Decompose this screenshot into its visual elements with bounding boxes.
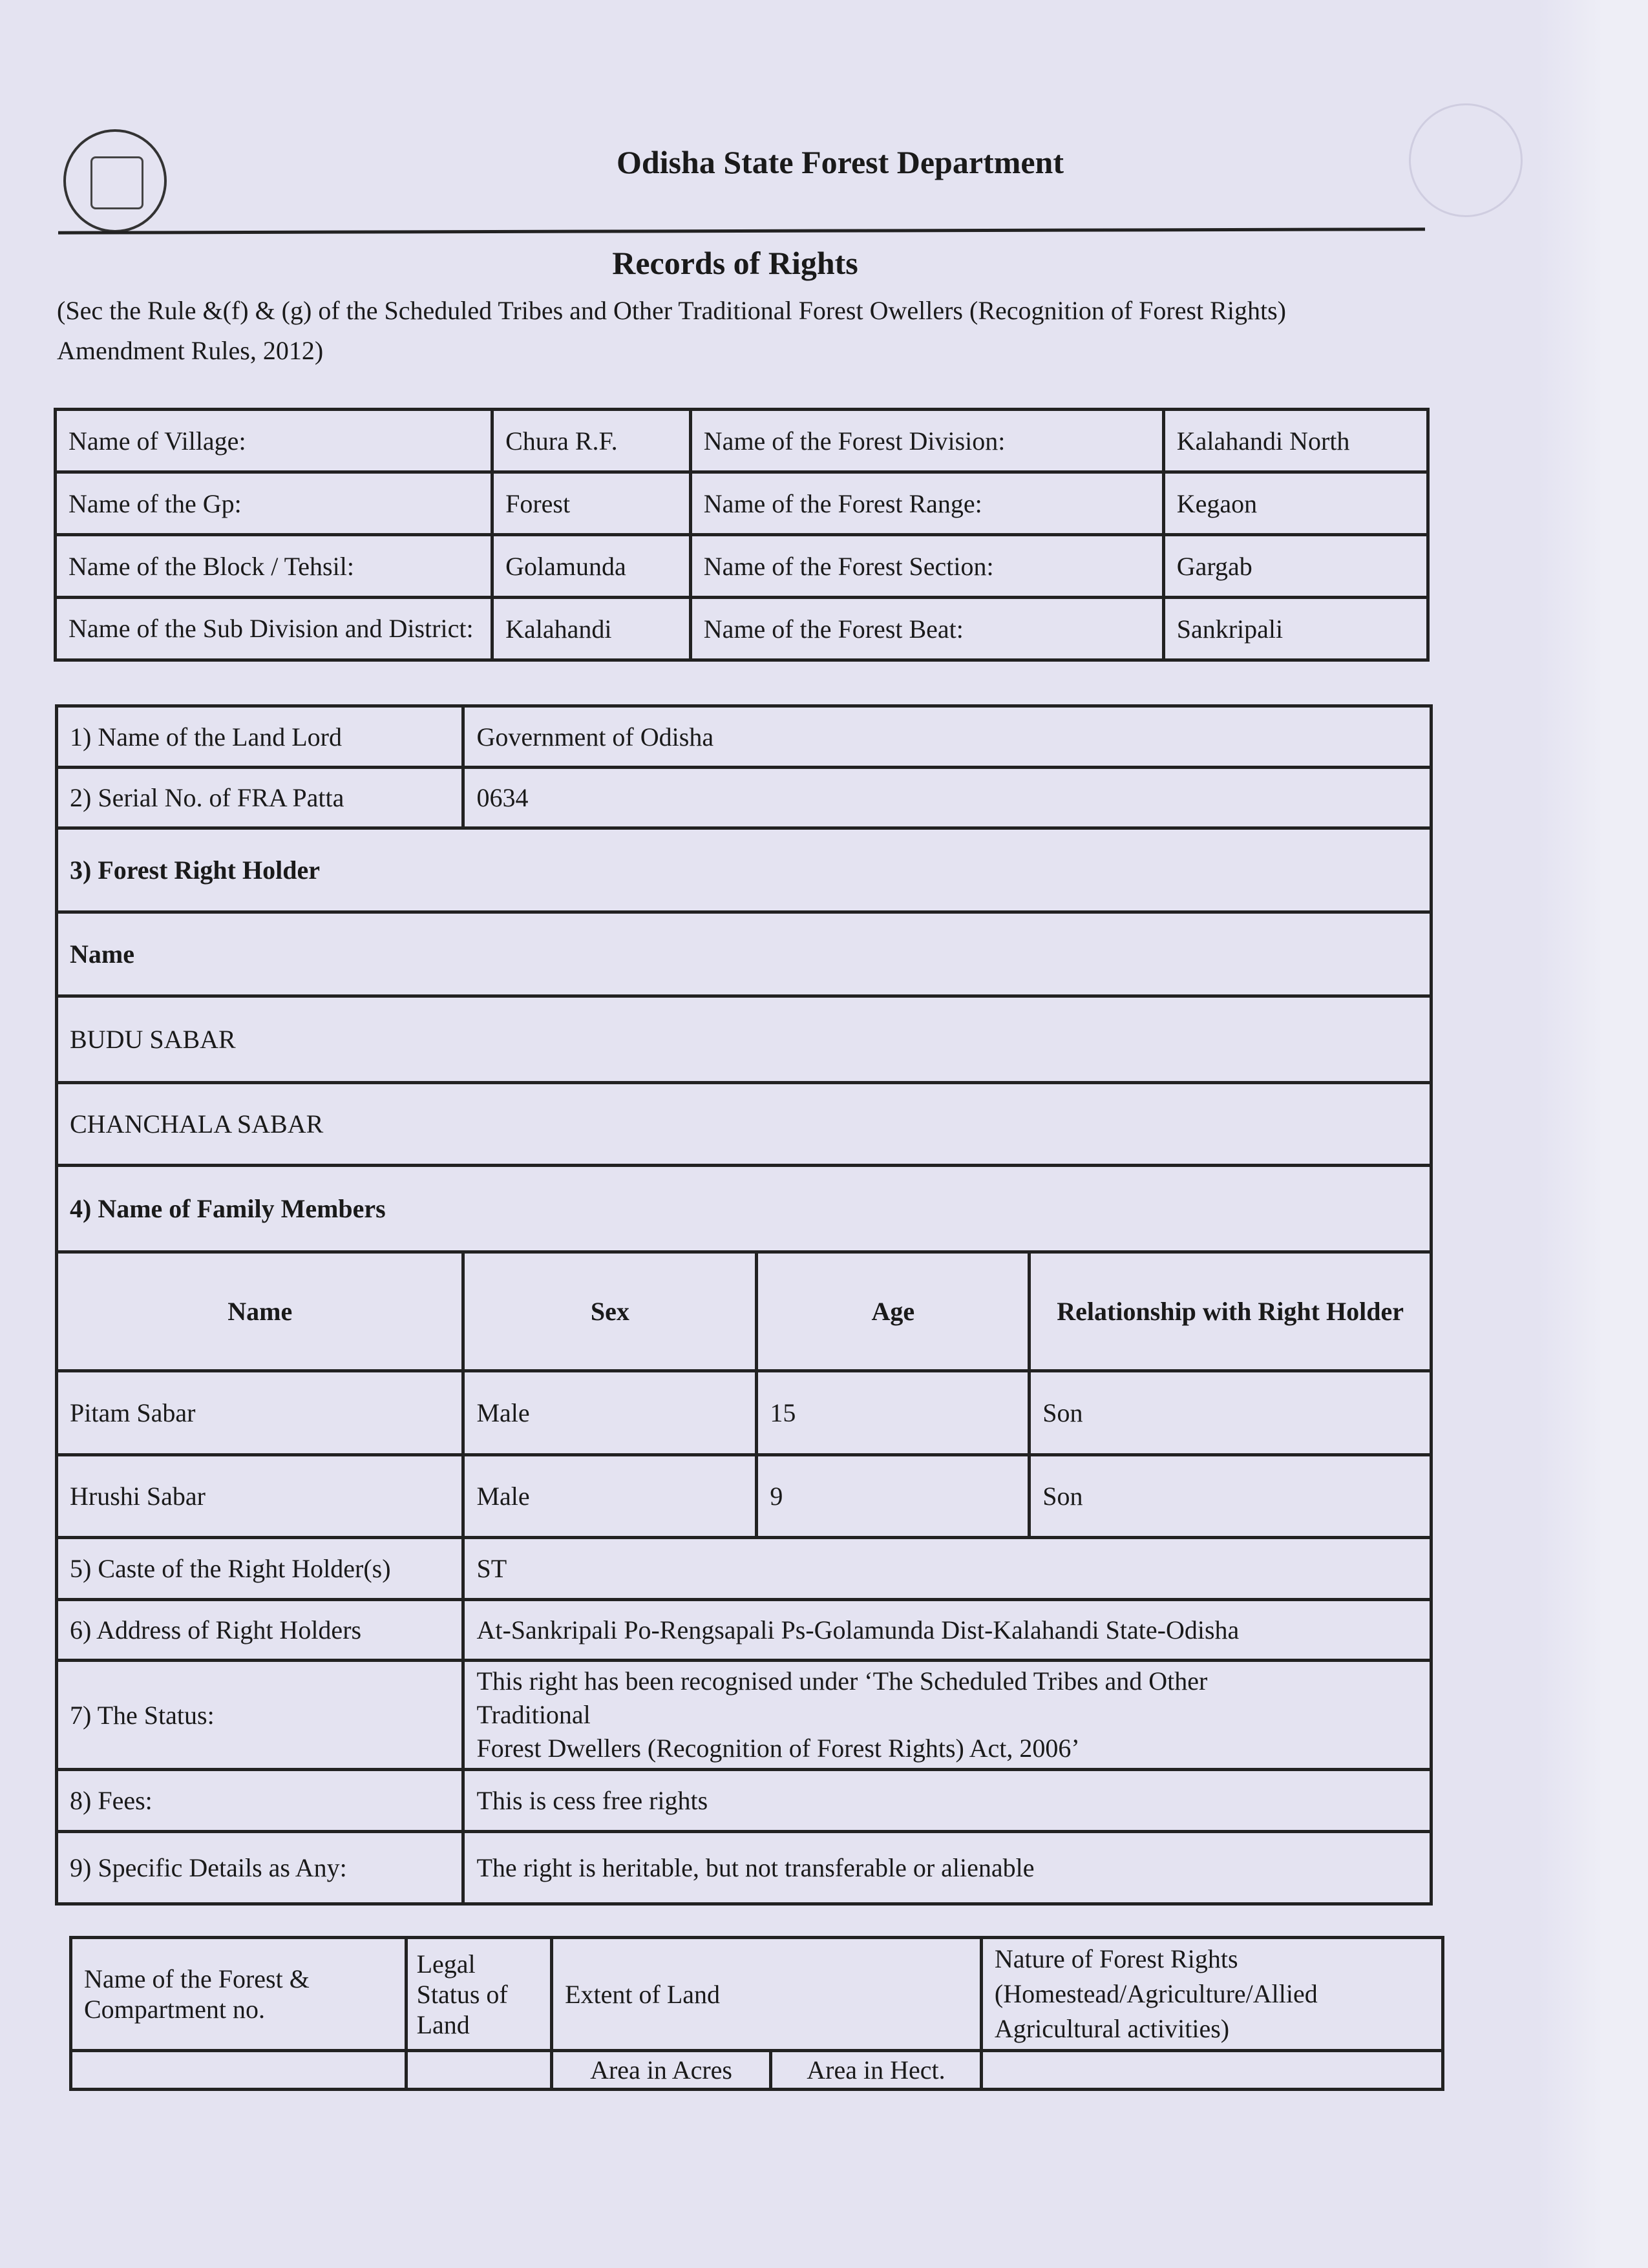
table-row (56, 598, 1428, 660)
status-line: This right has been recognised under ‘The Scheduled Tribes and Other (476, 1666, 1208, 1696)
holder-heading: 3) Forest Right Holder (57, 828, 1431, 912)
table-row (57, 1371, 1431, 1455)
member-age: 9 (757, 1455, 1030, 1538)
table-row (56, 472, 1428, 535)
column-header-relationship: Relationship with Right Holder (1030, 1252, 1431, 1371)
member-name: Pitam Sabar (57, 1371, 463, 1455)
forest-value: Sankripali (1163, 598, 1428, 660)
member-sex: Male (463, 1371, 757, 1455)
member-relation: Son (1030, 1371, 1431, 1455)
location-table (54, 408, 1430, 662)
status-line: Traditional (476, 1700, 591, 1729)
member-age: 15 (757, 1371, 1030, 1455)
family-heading: 4) Name of Family Members (57, 1166, 1431, 1252)
address-label: 6) Address of Right Holders (57, 1600, 463, 1661)
page-edge (1538, 0, 1648, 2268)
land-lord-label: 1) Name of the Land Lord (57, 706, 463, 768)
table-row (57, 768, 1431, 828)
location-value: Kalahandi (492, 598, 691, 660)
forest-label: Name of the Forest Beat: (690, 598, 1163, 660)
details-label: 9) Specific Details as Any: (57, 1832, 463, 1904)
location-value: Golamunda (492, 535, 691, 598)
location-label: Name of Village: (56, 410, 492, 472)
details-value: The right is heritable, but not transferable or alienable (463, 1832, 1431, 1904)
member-relation: Son (1030, 1455, 1431, 1538)
location-label: Name of the Sub Division and District: (56, 598, 492, 660)
area-hect-header: Area in Hect. (770, 2051, 981, 2090)
column-header-age: Age (757, 1252, 1030, 1371)
column-header-sex: Sex (463, 1252, 757, 1371)
caste-value: ST (463, 1538, 1431, 1600)
page-title: Records of Rights (612, 245, 858, 281)
forest-value: Gargab (1163, 535, 1428, 598)
table-row (57, 1455, 1431, 1538)
forest-label: Name of the Forest Division: (690, 410, 1163, 472)
empty-cell (981, 2051, 1442, 2090)
address-value: At-Sankripali Po-Rengsapali Ps-Golamunda Dist-Kalahandi State-Odisha (463, 1600, 1431, 1661)
serial-label: 2) Serial No. of FRA Patta (57, 768, 463, 828)
status-value (463, 1661, 1431, 1770)
table-row (56, 535, 1428, 598)
fees-value: This is cess free rights (463, 1770, 1431, 1832)
subtitle: (Sec the Rule &(f) & (g) of the Scheduled Tribes and Other Traditional Forest Owellers (Recognition of Forest Rights) Amendment Rules, 2012) (57, 296, 1286, 365)
land-lord-value: Government of Odisha (463, 706, 1431, 768)
empty-cell (406, 2051, 551, 2090)
serial-value: 0634 (463, 768, 1431, 828)
header-divider (58, 227, 1425, 235)
fees-label: 8) Fees: (57, 1770, 463, 1832)
caste-label: 5) Caste of the Right Holder(s) (57, 1538, 463, 1600)
empty-cell (71, 2051, 407, 2090)
table-row (56, 410, 1428, 472)
member-sex: Male (463, 1455, 757, 1538)
member-name: Hrushi Sabar (57, 1455, 463, 1538)
area-acres-header: Area in Acres (552, 2051, 771, 2090)
land-table (69, 1936, 1444, 2091)
extent-of-land-header: Extent of Land (552, 1938, 982, 2051)
nature-of-rights-header: Nature of Forest Rights (Homestead/Agriculture/Allied Agricultural activities) (981, 1938, 1442, 2051)
location-value: Chura R.F. (492, 410, 691, 472)
forest-compartment-header: Name of the Forest & Compartment no. (71, 1938, 407, 2051)
forest-label: Name of the Forest Range: (690, 472, 1163, 535)
forest-value: Kalahandi North (1163, 410, 1428, 472)
legal-status-header: Legal Status of Land (406, 1938, 551, 2051)
holder-name: CHANCHALA SABAR (57, 1083, 1431, 1166)
holder-name: BUDU SABAR (57, 996, 1431, 1083)
location-value: Forest (492, 472, 691, 535)
department-name: Odisha State Forest Department (616, 144, 1064, 180)
status-line: Forest Dwellers (Recognition of Forest Rights) Act, 2006’ (476, 1734, 1080, 1763)
location-label: Name of the Block / Tehsil: (56, 535, 492, 598)
record-table (55, 704, 1433, 1906)
location-label: Name of the Gp: (56, 472, 492, 535)
column-header-name: Name (57, 1252, 463, 1371)
forest-label: Name of the Forest Section: (690, 535, 1163, 598)
name-heading: Name (57, 912, 1431, 996)
forest-value: Kegaon (1163, 472, 1428, 535)
status-label: 7) The Status: (57, 1661, 463, 1770)
table-row (57, 706, 1431, 768)
